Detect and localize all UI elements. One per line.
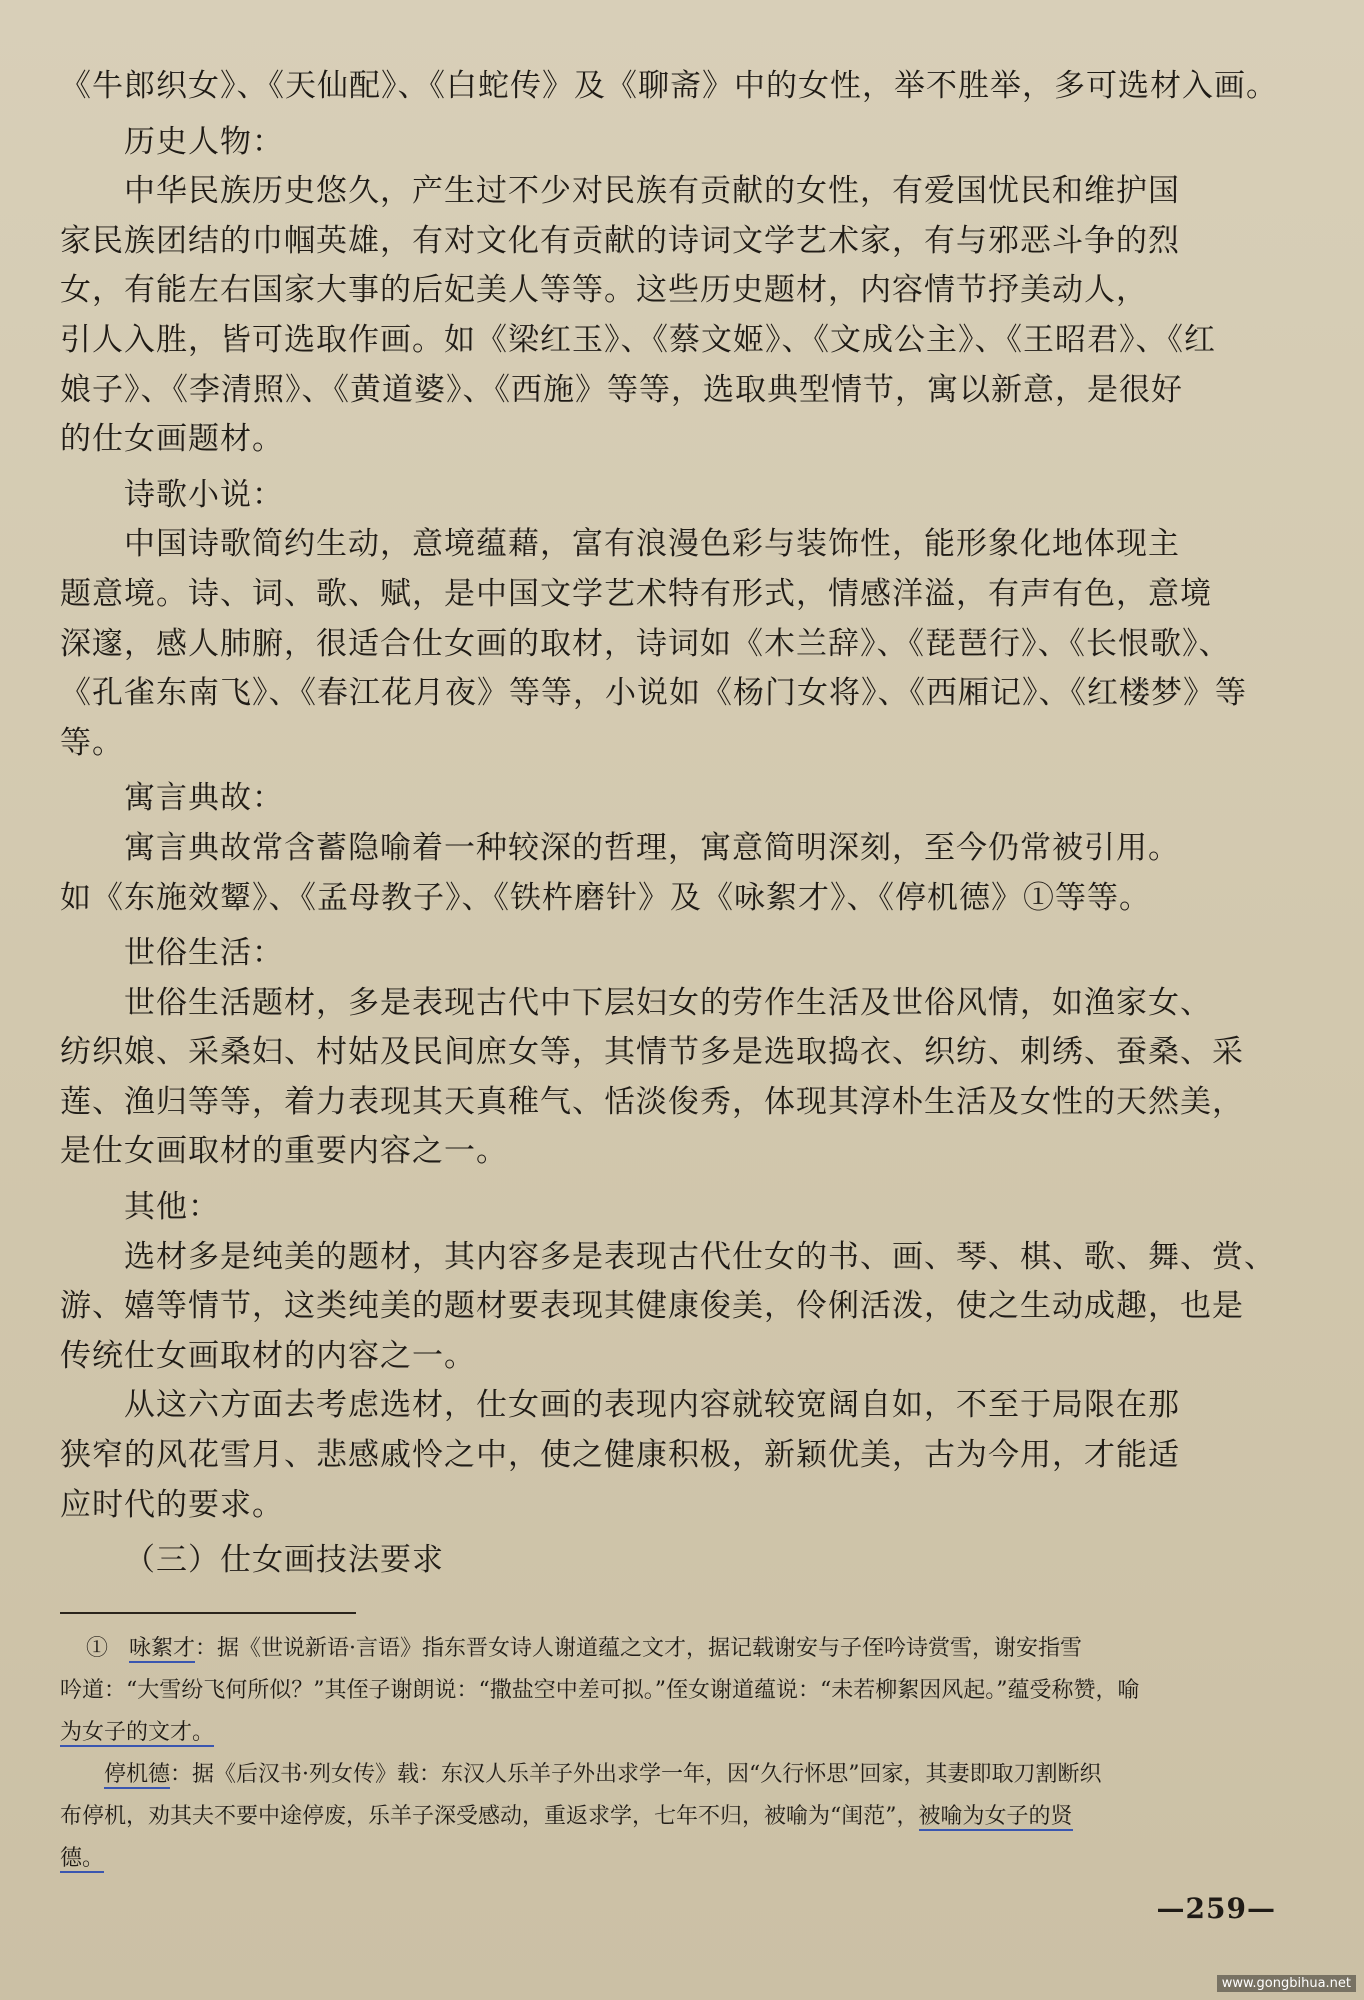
- paragraph-line: 引人入胜，皆可选取作画。如《梁红玉》、《蔡文姬》、《文成公主》、《王昭君》、《红: [60, 321, 1216, 358]
- paragraph-line: 中华民族历史悠久，产生过不少对民族有贡献的女性，有爱国忧民和维护国: [124, 173, 1180, 210]
- page-number: —259—: [1156, 1892, 1276, 1925]
- paragraph-line: 题意境。诗、词、歌、赋，是中国文学艺术特有形式，情感洋溢，有声有色，意境: [60, 575, 1212, 612]
- footnote-underlined-text: 德。: [60, 1846, 105, 1871]
- heading-other: 其他：: [124, 1189, 220, 1226]
- paragraph-line: 《孔雀东南飞》、《春江花月夜》等等，小说如《杨门女将》、《西厢记》、《红楼梦》等: [60, 675, 1247, 712]
- heading-secular: 世俗生活：: [124, 935, 284, 972]
- paragraph-line: 中国诗歌简约生动，意境蕴藉，富有浪漫色彩与装饰性，能形象化地体现主: [124, 526, 1180, 563]
- footnote-marker: ①: [86, 1636, 109, 1661]
- paragraph-line: 的仕女画题材。: [60, 421, 284, 458]
- footnote-line: [60, 1796, 1320, 1838]
- footnote-text: ：据《后汉书·列女传》载：东汉人乐羊子外出求学一年，因“久行怀思”回家，其妻即取刀割断织: [170, 1762, 1102, 1787]
- paragraph-line: 传统仕女画取材的内容之一。: [60, 1337, 476, 1374]
- paragraph-line: 狭窄的风花雪月、悲感戚怜之中，使之健康积极，新颖优美，古为今用，才能适: [60, 1437, 1180, 1474]
- heading-fable: 寓言典故：: [124, 780, 284, 817]
- footnote-line: [60, 1628, 1320, 1670]
- footnote-underlined-text: 被喻为女子的贤: [918, 1804, 1073, 1829]
- paragraph-line: 应时代的要求。: [60, 1486, 284, 1523]
- footnote-term-yongxucai: 咏絮才: [129, 1636, 196, 1661]
- paragraph-line: 女，有能左右国家大事的后妃美人等等。这些历史题材，内容情节抒美动人，: [60, 272, 1148, 309]
- footnote-line: 吟道：“大雪纷飞何所似？”其侄子谢朗说：“撒盐空中差可拟。”侄女谢道蕴说：“未若柳絮因风起。”蕴受称赞，喻: [60, 1678, 1140, 1703]
- section-title: （三）仕女画技法要求: [124, 1542, 444, 1579]
- paragraph-line: 等。: [60, 724, 124, 761]
- footnote-line: [60, 1838, 1320, 1880]
- paragraph-line: 从这六方面去考虑选材，仕女画的表现内容就较宽阔自如，不至于局限在那: [124, 1387, 1180, 1424]
- paragraph-line: 如《东施效颦》、《孟母教子》、《铁杵磨针》及《咏絮才》、《停机德》①等等。: [60, 879, 1151, 916]
- footnotes: [60, 1628, 1320, 1880]
- paragraph-line: 深邃，感人肺腑，很适合仕女画的取材，诗词如《木兰辞》、《琵琶行》、《长恨歌》、: [60, 625, 1231, 662]
- heading-history: 历史人物：: [124, 123, 284, 160]
- paragraph-line: 寓言典故常含蓄隐喻着一种较深的哲理，寓意简明深刻，至今仍常被引用。: [124, 829, 1180, 866]
- footnote-term-tingjide: 停机德: [104, 1762, 171, 1787]
- paragraph-line: 家民族团结的巾帼英雄，有对文化有贡献的诗词文学艺术家，有与邪恶斗争的烈: [60, 222, 1180, 259]
- footnote-text: 布停机，劝其夫不要中途停废，乐羊子深受感动，重返求学，七年不归，被喻为“闺范”，: [60, 1804, 919, 1829]
- footnote-underlined-text: 为女子的文才。: [60, 1720, 215, 1745]
- footnote-line: [60, 1712, 1320, 1754]
- paragraph-line: 纺织娘、采桑妇、村姑及民间庶女等，其情节多是选取捣衣、织纺、刺绣、蚕桑、采: [60, 1034, 1244, 1071]
- paragraph-line: 游、嬉等情节，这类纯美的题材要表现其健康俊美，伶俐活泼，使之生动成趣，也是: [60, 1288, 1244, 1325]
- paragraph-line: 是仕女画取材的重要内容之一。: [60, 1133, 508, 1170]
- site-watermark: www.gongbihua.net: [1217, 1975, 1356, 1992]
- paragraph-line: 娘子》、《李清照》、《黄道婆》、《西施》等等，选取典型情节，寓以新意，是很好: [60, 371, 1183, 408]
- footnote-divider: [60, 1612, 356, 1614]
- footnote-text: ：据《世说新语·言语》指东晋女诗人谢道蕴之文才，据记载谢安与子侄吟诗赏雪，谢安指雪: [195, 1636, 1083, 1661]
- paragraph-line: 选材多是纯美的题材，其内容多是表现古代仕女的书、画、琴、棋、歌、舞、赏、: [124, 1238, 1276, 1275]
- body-text: [60, 62, 1310, 1586]
- paragraph-line: 《牛郎织女》、《天仙配》、《白蛇传》及《聊斋》中的女性，举不胜举，多可选材入画。: [60, 68, 1278, 104]
- heading-poetry: 诗歌小说：: [124, 476, 284, 513]
- paragraph-line: 莲、渔归等等，着力表现其天真稚气、恬淡俊秀，体现其淳朴生活及女性的天然美，: [60, 1083, 1244, 1120]
- paragraph-line: 世俗生活题材，多是表现古代中下层妇女的劳作生活及世俗风情，如渔家女、: [124, 984, 1212, 1021]
- footnote-line: [60, 1754, 1320, 1796]
